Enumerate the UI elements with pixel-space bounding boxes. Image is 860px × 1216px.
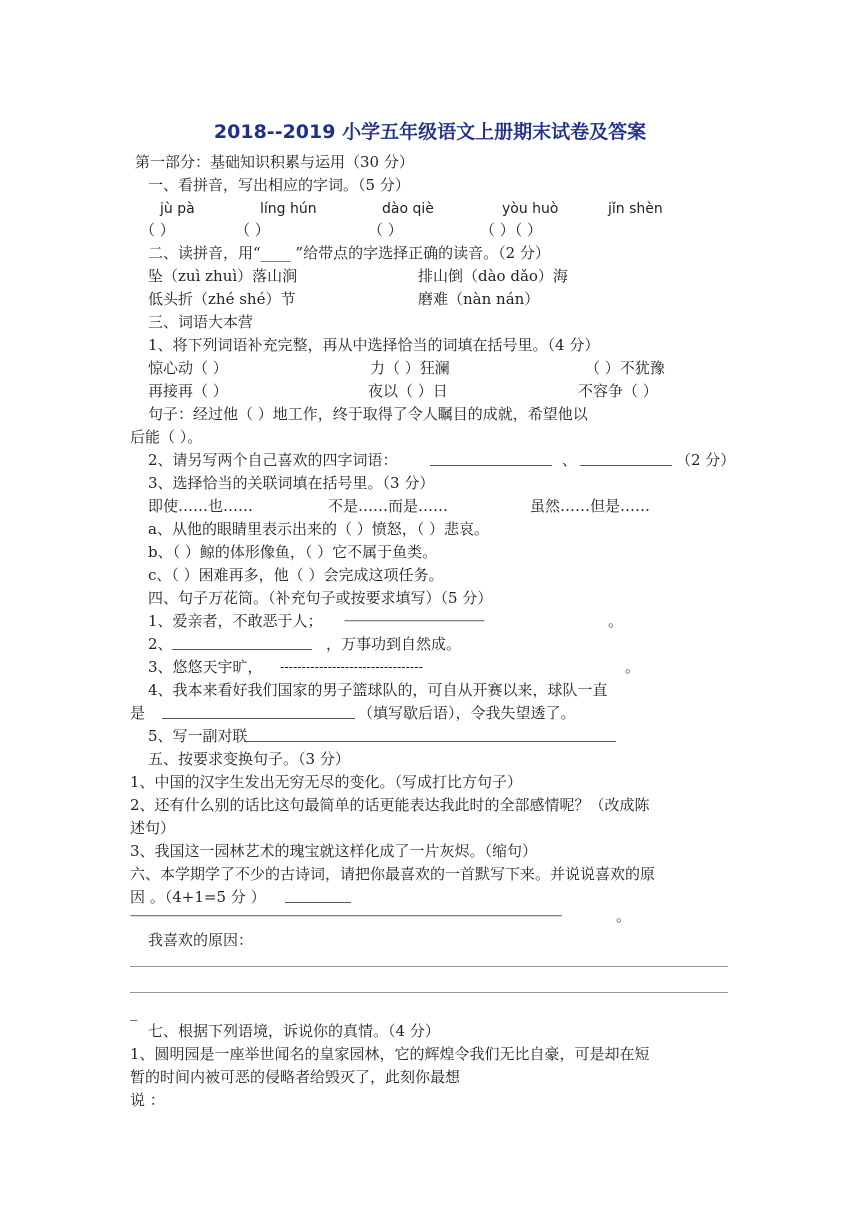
answer-line[interactable]	[430, 465, 552, 466]
question-text: （填写歇后语），令我失望透了。	[358, 704, 576, 722]
answer-blank[interactable]: （ ）	[235, 221, 270, 239]
section3-heading: 三、词语大本营	[148, 313, 254, 331]
question-text: a、从他的眼睛里表示出来的（ ）愤怒，（ ）悲哀。	[148, 520, 489, 538]
answer-dash-line[interactable]: ---------------------------------	[280, 660, 423, 674]
question-text: 1、爱亲者，不敢恶于人；	[148, 612, 323, 630]
pinyin-item: jù pà	[160, 201, 195, 217]
answer-blank[interactable]: （ ）	[368, 221, 403, 239]
reading-item: 坠（zuì zhuì）落山涧	[148, 267, 298, 285]
conjunction-option: 即使……也……	[148, 497, 254, 515]
punctuation: 。	[625, 658, 641, 676]
separator-text: 、	[562, 451, 578, 469]
word-fill-item[interactable]: 夜以（ ）日	[368, 382, 448, 400]
question-text: 5、写一副对联	[148, 727, 248, 745]
sentence-fill: 后能（ ）。	[130, 428, 203, 446]
pinyin-item: jǐn shèn	[608, 201, 663, 217]
question-text: ，万事功到自然成。	[326, 635, 462, 653]
reading-item: 磨难（nàn nán）	[418, 290, 540, 308]
answer-blank[interactable]: （ ）（ ）	[480, 221, 543, 239]
word-fill-item[interactable]: 惊心动（ ）	[148, 359, 228, 377]
question-text: 1、将下列词语补充完整，再从中选择恰当的词填在括号里。（4 分）	[148, 336, 600, 354]
reading-item: 低头折（zhé shé）节	[148, 290, 296, 308]
question-text: 述句）	[130, 819, 176, 837]
question-text: 4、我本来看好我们国家的男子篮球队的，可自从开赛以来，球队一直	[148, 681, 608, 699]
question-text: 3、选择恰当的关联词填在括号里。（3 分）	[148, 474, 435, 492]
section7-heading: 七、根据下列语境，诉说你的真情。（4 分）	[148, 1022, 440, 1040]
question-text: b、（ ）鲸的体形像鱼，（ ）它不属于鱼类。	[148, 543, 438, 561]
question-text: 3、悠悠天宇旷，	[148, 658, 263, 676]
question-text: 1、圆明园是一座举世闻名的皇家园林，它的辉煌令我们无比自豪，可是却在短	[130, 1045, 650, 1063]
answer-line[interactable]	[244, 741, 616, 742]
section6-heading: 因 。（4+1=5 分 ）	[130, 888, 266, 906]
question-text: 2、请另写两个自己喜欢的四字词语：	[148, 451, 398, 469]
question-text: 说 ：	[130, 1091, 165, 1109]
answer-line[interactable]	[130, 966, 728, 967]
stray-mark: _	[130, 1003, 138, 1021]
answer-dash-line[interactable]: ————————————————————————————————————————————	[130, 909, 562, 922]
reading-item: 排山倒（dào dǎo）海	[418, 267, 568, 285]
question-text: 我喜欢的原因：	[148, 931, 254, 949]
section2-heading: 二、读拼音，用“____ ”给带点的字选择正确的读音。（2 分）	[148, 244, 550, 262]
answer-blank[interactable]: （ ）	[140, 221, 175, 239]
question-text: 暂的时间内被可恶的侵略者给毁灭了，此刻你最想	[130, 1068, 461, 1086]
page-title: 2018--2019 小学五年级语文上册期末试卷及答案	[213, 121, 647, 143]
punctuation: 。	[616, 907, 632, 925]
answer-line[interactable]	[580, 465, 672, 466]
section5-heading: 五、按要求变换句子。（3 分）	[148, 750, 350, 768]
question-text: c、（ ）困难再多，他（ ）会完成这项任务。	[148, 566, 444, 584]
word-fill-item[interactable]: 不容争（ ）	[578, 382, 658, 400]
conjunction-option: 不是……而是……	[328, 497, 449, 515]
answer-blank-row	[140, 220, 700, 240]
question-text: 是	[130, 704, 146, 722]
pinyin-item: yòu huò	[502, 201, 559, 217]
answer-line[interactable]	[285, 902, 351, 903]
score-text: （2 分）	[676, 451, 736, 469]
question-text: 2、	[148, 635, 173, 653]
question-text: 3、我国这一园林艺术的瑰宝就这样化成了一片灰烬。（缩句）	[130, 842, 538, 860]
question-text: 2、还有什么别的话比这句最简单的话更能表达我此时的全部感情呢？（改成陈	[130, 796, 650, 814]
section6-heading: 六、本学期学了不少的古诗词，请把你最喜欢的一首默写下来。并说说喜欢的原	[130, 865, 656, 883]
word-fill-item[interactable]: 力（ ）狂澜	[370, 359, 450, 377]
section4-heading: 四、句子万花筒。（补充句子或按要求填写）（5 分）	[148, 589, 493, 607]
section1-heading: 一、看拼音，写出相应的字词。（5 分）	[148, 176, 410, 194]
pinyin-item: dào qiè	[382, 201, 434, 217]
sentence-fill: 句子：经过他（ ）地工作，终于取得了令人瞩目的成就，希望他以	[148, 405, 588, 423]
pinyin-item: líng hún	[260, 201, 317, 217]
pinyin-row	[160, 199, 720, 219]
part1-heading: 第一部分：基础知识积累与运用（30 分）	[135, 153, 414, 171]
word-fill-item[interactable]: 再接再（ ）	[148, 382, 228, 400]
word-fill-item[interactable]: （ ）不犹豫	[585, 359, 665, 377]
answer-line[interactable]	[130, 992, 728, 993]
question-text: 1、中国的汉字生发出无穷无尽的变化。（写成打比方句子）	[130, 773, 523, 791]
punctuation: 。	[608, 612, 624, 630]
answer-dash-line[interactable]: ——————————————	[344, 614, 484, 627]
conjunction-option: 虽然……但是……	[530, 497, 651, 515]
answer-line[interactable]	[172, 649, 312, 650]
answer-line[interactable]	[162, 718, 355, 719]
